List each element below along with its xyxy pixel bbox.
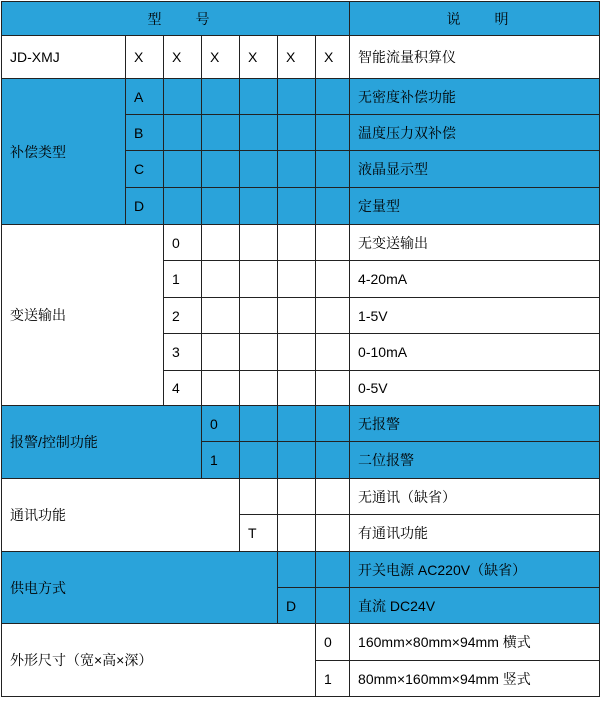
compensation-desc: 液晶显示型: [350, 151, 600, 188]
alarm-label: 报警/控制功能: [2, 406, 202, 479]
model-slot-1: X: [126, 36, 164, 79]
model-slot-2: X: [164, 36, 202, 79]
alarm-desc: 二位报警: [350, 442, 600, 479]
transmission-desc: 1-5V: [350, 298, 600, 334]
transmission-code: 0: [164, 225, 202, 261]
compensation-code: B: [126, 115, 164, 151]
power-desc: 开关电源 AC220V（缺省）: [350, 552, 600, 588]
header-row: [2, 2, 600, 36]
compensation-code: C: [126, 151, 164, 188]
dimensions-desc: 160mm×80mm×94mm 横式: [350, 624, 600, 661]
comm-label: 通讯功能: [2, 479, 240, 552]
transmission-desc: 0-5V: [350, 371, 600, 406]
transmission-code: 2: [164, 298, 202, 334]
compensation-desc: 温度压力双补偿: [350, 115, 600, 151]
dimensions-code: 1: [316, 661, 350, 697]
power-code: D: [278, 588, 316, 624]
alarm-row: [2, 406, 600, 442]
power-desc: 直流 DC24V: [350, 588, 600, 624]
transmission-row: [2, 225, 600, 261]
comm-code: T: [240, 515, 278, 552]
transmission-desc: 无变送输出: [350, 225, 600, 261]
dimensions-desc: 80mm×160mm×94mm 竖式: [350, 661, 600, 697]
model-row: [2, 36, 600, 79]
transmission-code: 1: [164, 261, 202, 298]
power-label: 供电方式: [2, 552, 278, 624]
compensation-row: [2, 79, 600, 115]
comm-desc: 无通讯（缺省）: [350, 479, 600, 515]
transmission-desc: 0-10mA: [350, 334, 600, 371]
dimensions-label: 外形尺寸（宽×高×深）: [2, 624, 316, 697]
alarm-desc: 无报警: [350, 406, 600, 442]
comm-desc: 有通讯功能: [350, 515, 600, 552]
model-number: JD-XMJ: [2, 36, 126, 79]
model-slot-3: X: [202, 36, 240, 79]
compensation-code: D: [126, 188, 164, 225]
model-slot-5: X: [278, 36, 316, 79]
comm-row: [2, 479, 600, 515]
transmission-code: 3: [164, 334, 202, 371]
compensation-label: 补偿类型: [2, 79, 126, 225]
alarm-code: 0: [202, 406, 240, 442]
header-model: 型 号: [2, 2, 350, 36]
model-selection-table-container: [1, 1, 599, 699]
dimensions-row: [2, 624, 600, 661]
alarm-code: 1: [202, 442, 240, 479]
transmission-code: 4: [164, 371, 202, 406]
model-description: 智能流量积算仪: [350, 36, 600, 79]
model-slot-4: X: [240, 36, 278, 79]
compensation-code: A: [126, 79, 164, 115]
dimensions-code: 0: [316, 624, 350, 661]
power-row: [2, 552, 600, 588]
model-selection-table: [1, 1, 600, 697]
power-code: [278, 552, 316, 588]
transmission-label: 变送输出: [2, 225, 164, 406]
transmission-desc: 4-20mA: [350, 261, 600, 298]
header-description: 说 明: [350, 2, 600, 36]
compensation-desc: 无密度补偿功能: [350, 79, 600, 115]
compensation-desc: 定量型: [350, 188, 600, 225]
model-slot-6: X: [316, 36, 350, 79]
comm-code: [240, 479, 278, 515]
